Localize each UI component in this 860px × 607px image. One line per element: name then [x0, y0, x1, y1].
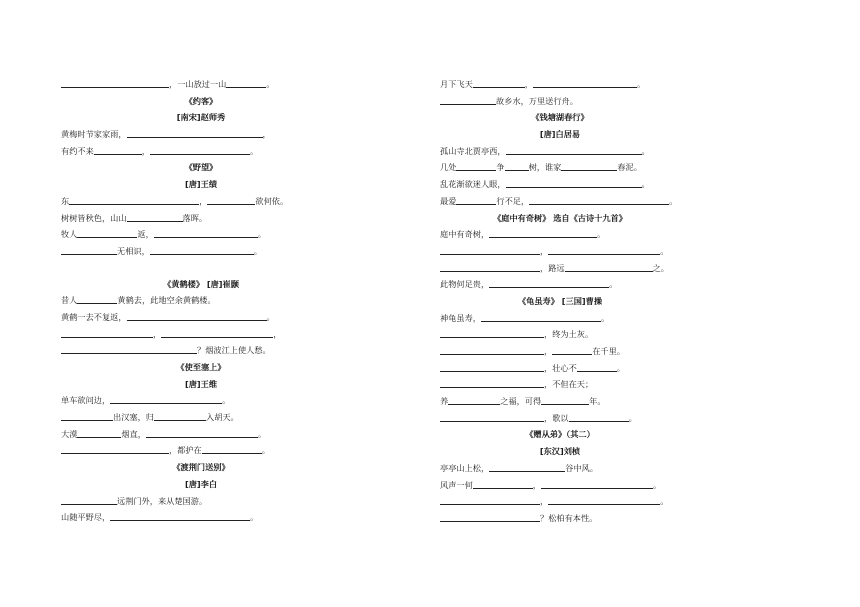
fill-blank[interactable] [506, 144, 642, 155]
text-line: ，不但在天； [440, 376, 680, 393]
poem-title: 《使至塞上》 [176, 362, 226, 372]
right-column [440, 76, 680, 527]
fill-blank[interactable] [448, 394, 500, 405]
poem-title: 《赠从弟》（其二） [525, 429, 595, 440]
text-line: ，壮心不 。 [440, 360, 680, 377]
fill-blank[interactable] [440, 94, 496, 105]
fill-blank[interactable] [69, 194, 199, 205]
fill-blank[interactable] [110, 510, 250, 521]
text-line: ，终为土灰。 [440, 326, 680, 343]
fill-blank[interactable] [456, 160, 496, 171]
text-line: 几处 争 树，谁家 春泥。 [440, 162, 642, 173]
text-line: ？松柏有本性。 [440, 510, 680, 527]
fill-blank[interactable] [440, 494, 540, 505]
text-line: 神龟虽寿， 。 [440, 312, 610, 323]
fill-blank[interactable] [489, 227, 597, 238]
fill-blank[interactable] [440, 511, 540, 522]
fill-blank[interactable] [561, 160, 617, 171]
text-line: 有约不来 ， 。 [61, 145, 259, 156]
poem-author: [唐]王绩 [184, 179, 218, 190]
fill-blank[interactable] [61, 410, 113, 421]
fill-blank[interactable] [110, 393, 222, 404]
fill-blank[interactable] [150, 144, 250, 155]
text-line: 牧人 返， 。 [61, 229, 266, 240]
poem-title: 《渡荆门送别》 [172, 462, 230, 473]
fill-blank[interactable] [552, 344, 592, 355]
fill-blank[interactable] [473, 77, 525, 88]
text-line: 养 之福，可得 年。 [440, 396, 606, 407]
fill-blank[interactable] [94, 144, 142, 155]
text-line: 庭中有奇树， 。 [440, 229, 606, 240]
fill-blank[interactable] [207, 194, 255, 205]
text-line: ， ， [61, 326, 341, 343]
text-line: ，都护在 。 [61, 442, 341, 459]
fill-blank[interactable] [440, 261, 540, 272]
fill-blank[interactable] [481, 311, 601, 322]
fill-blank[interactable] [533, 77, 637, 88]
fill-blank[interactable] [146, 427, 258, 438]
fill-blank[interactable] [440, 361, 544, 372]
text-line: 出汉塞，归 入胡天。 [61, 409, 341, 426]
fill-blank[interactable] [489, 277, 609, 288]
fill-blank[interactable] [77, 227, 137, 238]
poem-title: 《庭中有奇树》 选自《古诗十九首》 [493, 212, 627, 223]
poem-author: [唐]王维 [184, 378, 218, 389]
poem-title: 《龟虽寿》 [三国]曹操 [517, 295, 603, 306]
poem-title: 《野望》 [184, 162, 218, 173]
fill-blank[interactable] [154, 227, 258, 238]
text-line: 月下飞天 ， 。 [440, 79, 646, 89]
fill-blank[interactable] [440, 327, 544, 338]
fill-blank[interactable] [440, 377, 544, 388]
text-line: 孤山寺北贾亭西， 。 [440, 145, 650, 156]
fill-blank[interactable] [569, 411, 629, 422]
fill-blank[interactable] [577, 361, 617, 372]
fill-blank[interactable] [489, 461, 565, 472]
text-line: ， 在千里。 [440, 343, 680, 360]
text-line: 黄梅时节家家雨， ， [61, 129, 271, 140]
text-line: ， 。 [440, 243, 680, 260]
text-line: ， 。 [440, 493, 680, 510]
fill-blank[interactable] [127, 310, 267, 321]
fill-blank[interactable] [154, 410, 206, 421]
fill-blank[interactable] [506, 177, 642, 188]
text-line: 山随平野尽， 。 [61, 512, 259, 523]
text-line: 风声一何 ， 。 [440, 479, 662, 490]
fill-blank[interactable] [565, 261, 653, 272]
text-line: 东 ， 欲何依。 [61, 195, 289, 206]
fill-blank[interactable] [61, 77, 169, 88]
text-line: 树树皆秋色，山山 落晖。 [61, 212, 208, 223]
fill-blank[interactable] [226, 77, 266, 88]
text-line: ，路远 之。 [440, 260, 680, 277]
fill-blank[interactable] [61, 443, 169, 454]
poem-title: 《黄鹤楼》 [唐]崔颢 [163, 278, 239, 289]
text-line: 黄鹤一去不复返， 。 [61, 311, 275, 322]
text-line: 无相识， 。 [61, 243, 341, 260]
text-line: 亭亭山上松， 谷中风。 [440, 462, 598, 473]
poem-title: 《钱塘湖春行》 [531, 112, 589, 123]
fill-blank[interactable] [505, 160, 529, 171]
text-line: 此物何足贵， 。 [440, 279, 618, 290]
fill-blank[interactable] [161, 327, 273, 338]
fill-blank[interactable] [456, 194, 496, 205]
fill-blank[interactable] [541, 394, 589, 405]
fill-blank[interactable] [77, 293, 117, 304]
fill-blank[interactable] [61, 494, 117, 505]
poem-author: [唐]白居易 [539, 129, 581, 140]
fill-blank[interactable] [61, 343, 197, 354]
fill-blank[interactable] [529, 194, 669, 205]
text-line: ？烟波江上使人愁。 [61, 342, 341, 359]
left-column [61, 76, 341, 526]
text-line: ，一山放过一山 。 [61, 76, 341, 93]
text-line: 单车欲问边， 。 [61, 395, 231, 406]
fill-blank[interactable] [150, 244, 254, 255]
fill-blank[interactable] [61, 327, 153, 338]
text-line: 最爱 行不足， 。 [440, 195, 678, 206]
poem-author: [南宋]赵师秀 [176, 112, 226, 123]
text-line: 故乡水，万里送行舟。 [440, 93, 680, 110]
fill-blank[interactable] [127, 211, 183, 222]
fill-blank[interactable] [77, 427, 121, 438]
text-line: ，歌以 。 [440, 410, 680, 427]
fill-blank[interactable] [541, 478, 653, 489]
fill-blank[interactable] [127, 127, 263, 138]
fill-blank[interactable] [61, 244, 117, 255]
text-line: 远荆门外，来从楚国游。 [61, 493, 341, 510]
fill-blank[interactable] [548, 244, 660, 255]
text-line: 大漠 烟直， 。 [61, 428, 267, 439]
spacer [61, 260, 341, 276]
text-line: 昔人 黄鹤去，此地空余黄鹤楼。 [61, 295, 216, 306]
fill-blank[interactable] [548, 494, 660, 505]
poem-author: [唐]李白 [184, 478, 218, 489]
fill-blank[interactable] [440, 411, 544, 422]
fill-blank[interactable] [440, 244, 540, 255]
poem-author: [东汉]刘桢 [539, 446, 581, 457]
poem-title: 《约客》 [184, 95, 218, 106]
fill-blank[interactable] [202, 443, 262, 454]
fill-blank[interactable] [440, 344, 544, 355]
fill-blank[interactable] [473, 478, 533, 489]
text-line: 乱花渐欲迷人眼， 。 [440, 179, 650, 190]
